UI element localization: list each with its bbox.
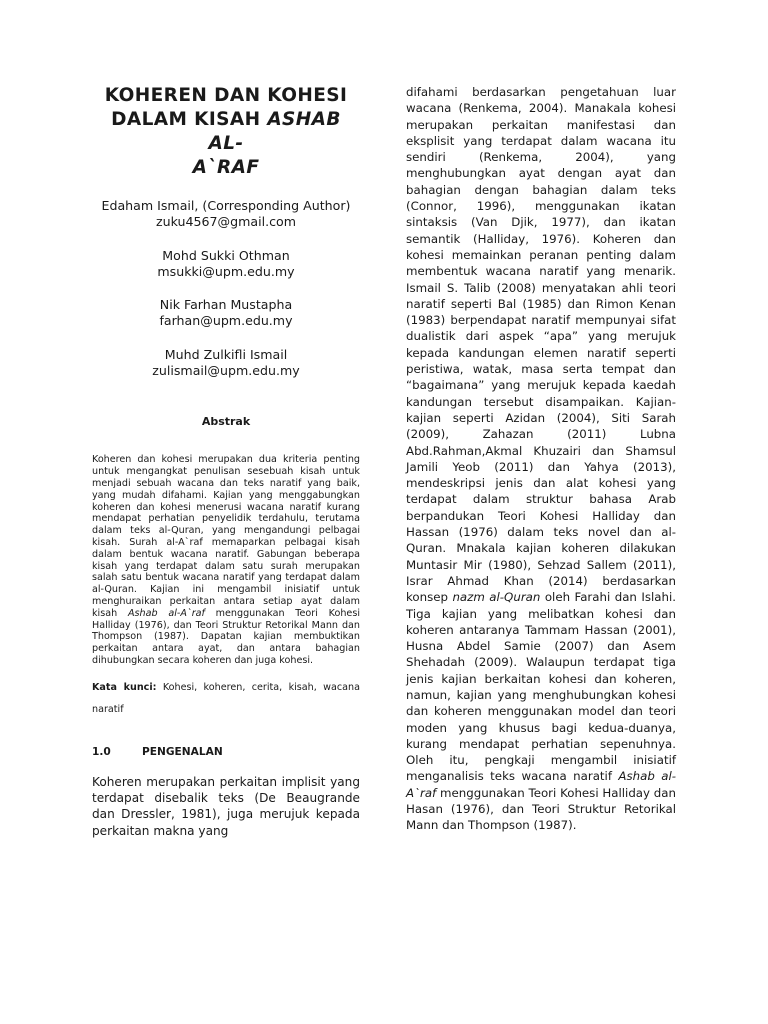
author-block xyxy=(92,347,360,380)
body-italic-term: nazm al-Quran xyxy=(452,590,541,605)
right-column xyxy=(406,84,676,834)
intro-paragraph-right xyxy=(406,84,676,834)
abstract-text-part: menggunakan Teori Kohesi Halliday (1976), dan Teori Struktur Retorikal Mann dan Thompson (1987). Dapatan kajian membuktikan perkaitan antara ayat, dan antara bahagian dihubungkan secara koheren dan juga kohesi. xyxy=(92,607,361,666)
keywords xyxy=(92,677,360,721)
body-italic-term: Ashab al-A`raf xyxy=(406,769,676,800)
author-name: Mohd Sukki Othman xyxy=(162,247,290,263)
author-email: zulismail@upm.edu.my xyxy=(152,363,300,379)
author-name: Muhd Zulkifli Ismail xyxy=(164,346,288,362)
section-number: 1.0 xyxy=(92,745,111,758)
section-title: PENGENALAN xyxy=(142,745,223,758)
abstract-italic-term: Ashab al-A`raf xyxy=(127,607,205,619)
author-name: Nik Farhan Mustapha xyxy=(159,297,293,313)
abstract-heading: Abstrak xyxy=(201,415,251,429)
author-block xyxy=(92,297,360,330)
paper-title xyxy=(92,84,360,180)
body-text-part: menggunakan Teori Kohesi Halliday dan Hasan (1976), dan Teori Struktur Retorikal Mann dan Thompson (1987). xyxy=(406,785,676,833)
author-email: zuku4567@gmail.com xyxy=(155,214,296,230)
intro-paragraph-left: Koheren merupakan perkaitan implisit yang terdapat disebalik teks (De Beaugrande dan Dressler, 1981), juga merujuk kepada perkaitan makna yang xyxy=(92,774,360,838)
title-line-1: KOHEREN DAN KOHESI xyxy=(104,85,348,106)
title-line-2-prefix: DALAM KISAH xyxy=(111,109,268,130)
keywords-label: Kata kunci: xyxy=(92,681,157,693)
left-column xyxy=(92,84,360,839)
body-text-part: difahami berdasarkan pengetahuan luar wacana (Renkema, 2004). Manakala kohesi merupakan perkaitan manifestasi dan eksplisit yang terdapat dalam wacana itu sendiri (Renkema, 2004), yang menghubungkan ayat dengan ayat dan bahagian dengan bahagian dalam teks (Connor, 1996), menggunakan ikatan sintaksis (Van Djik, 1977), dan ikatan semantik (Halliday, 1976). Koheren dan kohesi memainkan peranan penting dalam membentuk wacana naratif yang menarik. Ismail S. Talib (2008) menyatakan ahli teori naratif seperti Bal (1985) dan Rimon Kenan (1983) berpendapat naratif mempunyai sifat dualistik dari aspek “apa” yang merujuk kepada kandungan elemen naratif seperti peristiwa, watak, masa serta tempat dan “bagaimana” yang merujuk kepada kaedah kandungan tersebut disampaikan. Kajian-kajian seperti Azidan (2004), Siti Sarah (2009), Zahazan (2011) Lubna Abd.Rahman,Akmal Khuzairi dan Shamsul Jamili Yeob (2011) dan Yahya (2013), mendeskripsi jenis dan alat kohesi yang terdapat dalam struktur bahasa Arab berpandukan Teori Kohesi Halliday dan Hassan (1976) dalam teks novel dan al-Quran. Mnakala kajian koheren dilakukan Muntasir Mir (1980), Sehzad Sallem (2011), Israr Ahmad Khan (2014) berdasarkan konsep xyxy=(406,85,676,605)
author-name: Edaham Ismail, (Corresponding Author) xyxy=(101,198,351,213)
author-block xyxy=(92,198,360,231)
title-line-3-italic: A`RAF xyxy=(192,157,260,178)
keywords-text: Kohesi, koheren, cerita, kisah, wacana naratif xyxy=(92,681,360,715)
body-text-part: oleh Farahi dan Islahi. Tiga kajian yang melibatkan kohesi dan koheren antaranya Tammam Hassan (2001), Husna Abdel Samie (2007) dan Asem Shehadah (2009). Walaupun terdapat tiga jenis kajian berkaitan kohesi dan koheren, namun, kajian yang menghubungkan kohesi dan koheren menggunakan model dan teori moden yang khusus bagi kedua-duanya, kurang mendapat perhatian sepenuhnya. Oleh itu, pengkaji mengambil inisiatif menganalisis teks wacana naratif xyxy=(406,590,676,784)
author-block xyxy=(92,248,360,281)
abstract-text-part: Koheren dan kohesi merupakan dua kriteria penting untuk mengangkat penulisan sesebuah kisah untuk menjadi sebuah wacana dan teks naratif yang baik, yang mudah difahami. Kajian yang menggabungkan koheren dan kohesi menerusi wacana naratif kurang mendapat perhatian penyelidik terdahulu, terutama dalam teks al-Quran, yang mengandungi pelbagai kisah. Surah al-A`raf memaparkan pelbagai kisah dalam bentuk wacana naratif. Gabungan beberapa kisah yang terdapat dalam satu surah merupakan salah satu bentuk wacana naratif yang terdapat dalam al-Quran. Kajian ini mengambil inisiatif untuk menghuraikan perkaitan antara setiap ayat dalam kisah xyxy=(92,454,360,619)
author-email: msukki@upm.edu.my xyxy=(157,263,295,279)
abstract-text xyxy=(92,454,360,666)
title-line-2-italic: ASHAB AL- xyxy=(208,109,341,154)
author-email: farhan@upm.edu.my xyxy=(159,313,293,329)
section-heading xyxy=(92,746,360,758)
